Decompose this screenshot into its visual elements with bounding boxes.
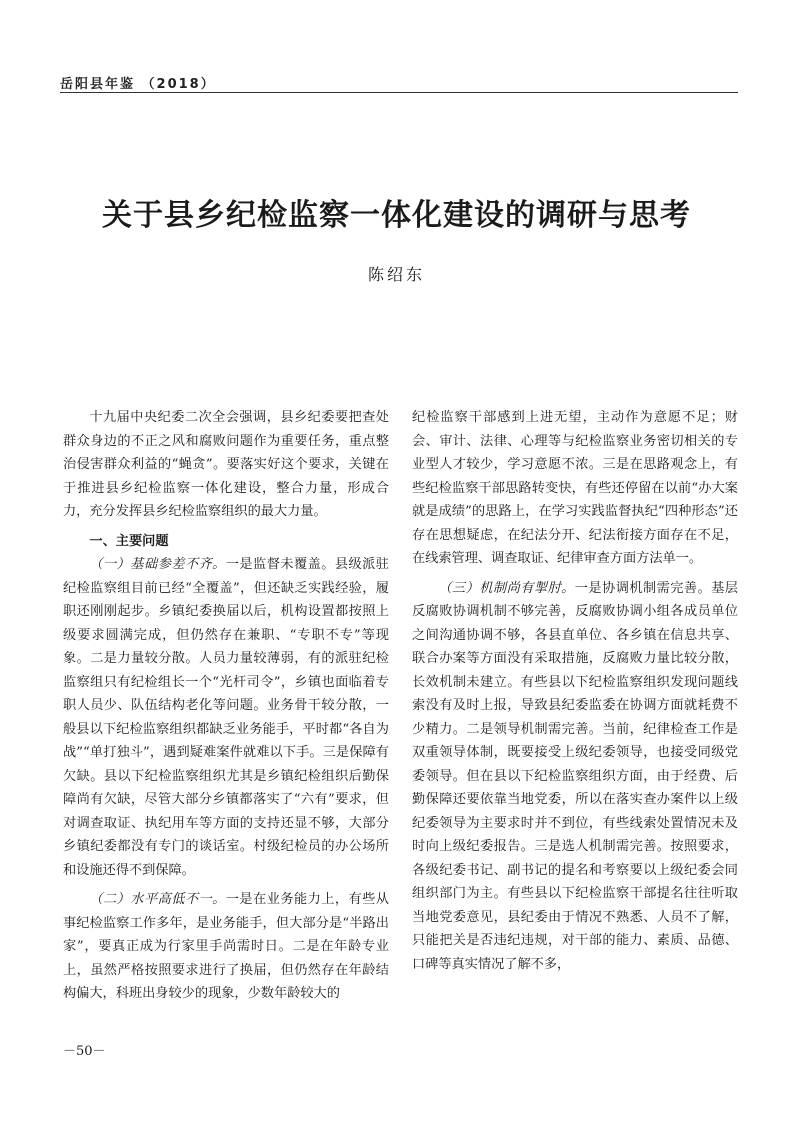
left-column	[63, 406, 389, 1006]
subsection-1-paragraph	[63, 553, 389, 882]
page-number: －50－	[63, 1044, 106, 1059]
running-header: 岳阳县年鉴 （2018）	[60, 77, 216, 92]
subsection-1-text: 一是监督未覆盖。县级派驻纪检监察组目前已经“全覆盖”，但还缺乏实践经验，履职还刚刚起步。乡镇纪委换届以后，机构设置都按照上级要求圆满完成，但仍然存在兼职、“专职不专”等现象。二是力量较分散。人员力量较薄弱，有的派驻纪检监察组只有纪检组长一个“光杆司令”，乡镇也面临着专职人员少、队伍结构老化等问题。业务骨干较分散，一般县以下纪检监察组织都缺乏业务能手，平时都“各自为战”“单打独斗”，遇到疑难案件就难以下手。三是保障有欠缺。县以下纪检监察组织尤其是乡镇纪检组织后勤保障尚有欠缺，尽管大部分乡镇都落实了“六有”要求，但对调查取证、执纪用车等方面的支持还显不够，大部分乡镇纪委都没有专门的谈话室。村级纪检员的办公场所和设施还得不到保障。	[63, 557, 389, 878]
subsection-1-label: （一）基础参差不齐。	[89, 557, 226, 572]
subsection-2-paragraph	[63, 888, 389, 1006]
subsection-3-label: （三）机制尚有掣肘。	[438, 580, 575, 596]
header-rule	[60, 92, 738, 93]
right-column	[412, 406, 738, 976]
article-title: 关于县乡纪检监察一体化建设的调研与思考	[102, 198, 691, 233]
subsection-3-text: 一是协调机制需完善。基层反腐败协调机制不够完善，反腐败协调小组各成员单位之间沟通协调不够，各县直单位、各乡镇在信息共享、联合办案等方面没有采取措施，反腐败力量比较分散，长效机制未建立。有些县以下纪检监察组织发现问题线索没有及时上报，导致县纪委监委在协调方面就耗费不少精力。二是领导机制需完善。当前，纪律检查工作是双重领导体制，既要接受上级纪委领导，也接受同级党委领导。但在县以下纪检监察组织方面，由于经费、后勤保障还要依靠当地党委，所以在落实查办案件以上级纪委领导为主要求时并不到位，有些线索处置情况未及时向上级纪委报告。三是选人机制需完善。按照要求，各级纪委书记、副书记的提名和考察要以上级纪委会同组织部门为主。有些县以下纪检监察干部提名往往听取当地党委意见，县纪委由于情况不熟悉、人员不了解，只能把关是否违纪违规，对干部的能力、素质、品德、口碑等真实情况了解不多，	[412, 580, 738, 972]
article-author: 陈绍东	[367, 265, 425, 284]
section-heading-text: 一、主要问题	[89, 533, 169, 549]
subsection-3-paragraph	[412, 577, 738, 977]
intro-paragraph: 十九届中央纪委二次全会强调，县乡纪委要把查处群众身边的不正之风和腐败问题作为重要任务，重点整治侵害群众利益的“蝇贪”。要落实好这个要求，关键在于推进县乡纪检监察一体化建设，整合力量，形成合力，充分发挥县乡纪检监察组织的最大力量。	[63, 410, 389, 519]
subsection-2-text: 一是在业务能力上，有些从事纪检监察工作多年，是业务能手，但大部分是“半路出家”，要真正成为行家里手尚需时日。二是在年龄专业上，虽然严格按照要求进行了换届，但仍然存在年龄结构偏大，科班出身较少的现象，少数年龄较大的	[63, 892, 389, 1001]
continuation-paragraph: 纪检监察干部感到上进无望，主动作为意愿不足；财会、审计、法律、心理等与纪检监察业务密切相关的专业型人才较少，学习意愿不浓。三是在思路观念上，有些纪检监察干部思路转变快，有些还停留在以前“办大案就是成绩”的思路上，在学习实践监督执纪“四种形态”还存在思想疑虑，在纪法分开、纪法衔接方面存在不足，在线索管理、调查取证、纪律审查方面方法单一。	[412, 410, 738, 566]
section-heading	[63, 530, 389, 554]
subsection-2-label: （二）水平高低不一。	[89, 892, 226, 907]
